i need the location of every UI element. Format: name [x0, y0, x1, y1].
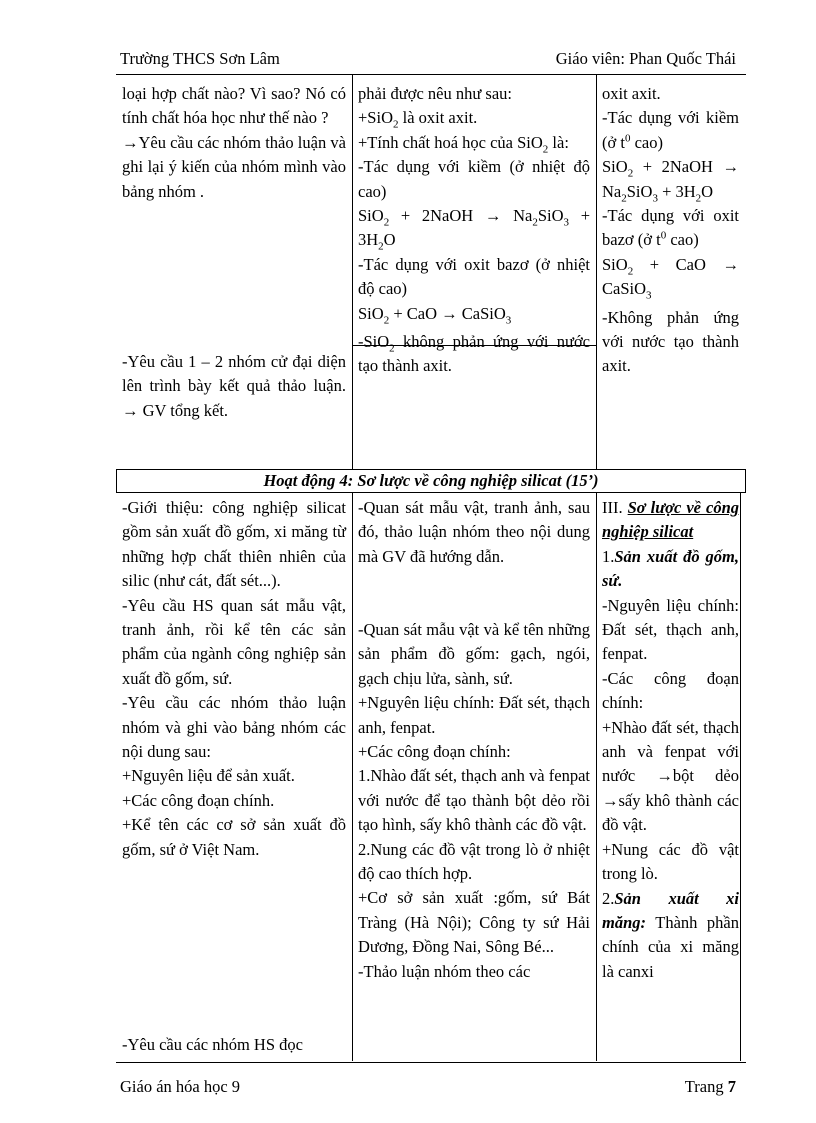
subject-name: Giáo án hóa học 9: [120, 1077, 241, 1096]
page-footer: [120, 1076, 736, 1098]
teacher-name: Giáo viên: Phan Quốc Thái: [555, 49, 736, 68]
activity3-notes-column: [602, 82, 739, 379]
note-text: -Tác dụng với oxit bazơ (ở $t^0$ cao): [602, 206, 739, 250]
student-text: +Các công đoạn chính:: [358, 742, 511, 762]
activity4-student-column: [358, 496, 590, 569]
subsection-heading: 1.Sản xuất đồ gốm, sứ.: [602, 546, 739, 591]
section-heading: III. Sơ lược về công nghiệp silicat: [602, 498, 739, 542]
chemical-equation: SiO$_2$ + 2NaOH → $Na_2SiO_3 + 3H_2O$: [358, 206, 590, 253]
teacher-text: -Yêu cầu các nhóm HS đọc: [122, 1035, 303, 1054]
note-text: -Nguyên liệu chính: Đất sét, thạch anh, fenpat.: [602, 595, 739, 664]
teacher-text: +Nguyên liệu để sản xuất.: [122, 766, 295, 786]
column-divider: [352, 493, 353, 1061]
note-text: oxit axit.: [602, 84, 661, 103]
teacher-text: -Yêu cầu 1 – 2 nhóm cử đại diện lên trình bày kết quả thảo luận. → GV tổng kết.: [122, 352, 346, 420]
note-text: +Nhào đất sét, thạch anh và fenpat với nước →bột dẻo →sấy khô thành các đồ vật.: [602, 717, 739, 835]
activity4-teacher-column: [122, 496, 346, 862]
teacher-text: loại hợp chất nào? Vì sao? Nó có tính chất hóa học như thế nào ?: [122, 84, 346, 128]
subsection-heading: 2.Sản xuất xi măng: Thành phần chính của xi măng là canxi: [602, 888, 739, 981]
student-text: -Tác dụng với oxit bazơ (ở nhiệt độ cao): [358, 254, 590, 299]
activity4-teacher-column-2: [122, 1033, 346, 1057]
chemical-equation: SiO$_2$ + 2NaOH → $Na_2SiO_3 + 3H_2O$: [602, 157, 739, 204]
student-text: -Tác dụng với kiềm (ở nhiệt độ cao): [358, 157, 590, 201]
header-rule: [116, 74, 746, 75]
column-divider: [352, 75, 353, 469]
student-text: +SiO$_2$ là oxit axit.: [358, 108, 478, 131]
column-divider: [596, 493, 597, 1061]
student-text: 2.Nung các đồ vật trong lò ở nhiệt độ cao thích hợp.: [358, 839, 590, 884]
column-divider: [596, 75, 597, 469]
teacher-text: -Yêu cầu các nhóm thảo luận nhóm và ghi vào bảng nhóm các nội dung sau:: [122, 693, 346, 762]
student-text: -Quan sát mẫu vật, tranh ảnh, sau đó, thảo luận nhóm theo nội dung mà GV đã hướng dẫn.: [358, 498, 590, 566]
footer-rule: [116, 1062, 746, 1063]
chemical-equation: SiO$_2$ + CaO → CaSiO$_3$: [602, 254, 739, 302]
note-text: -Các công đoạn chính:: [602, 668, 739, 713]
student-text: -Thảo luận nhóm theo các: [358, 961, 531, 981]
student-text: +Nguyên liệu chính: Đất sét, thạch anh, fenpat.: [358, 693, 590, 737]
chemical-equation: SiO$_2$ + CaO → CaSiO$_3$: [358, 303, 512, 326]
page-header: [120, 48, 736, 70]
activity3-student-column: [358, 82, 590, 379]
student-text: -SiO$_2$ không phản ứng với nước tạo thành axit.: [358, 332, 590, 376]
note-text: -Tác dụng với kiềm (ở $t^0$ cao): [602, 108, 739, 152]
student-text: +Cơ sở sản xuất :gốm, sứ Bát Tràng (Hà Nội); Công ty sứ Hải Dương, Đồng Nai, Sông Bé...: [358, 888, 590, 957]
activity-title: Hoạt động 4: Sơ lược về công nghiệp silicat (15’): [116, 469, 746, 493]
note-text: -Không phản ứng với nước tạo thành axit.: [602, 307, 739, 376]
school-name: Trường THCS Sơn Lâm: [120, 49, 280, 68]
note-text: +Nung các đồ vật trong lò.: [602, 839, 739, 884]
student-text: phải được nêu như sau:: [358, 84, 512, 103]
activity3-teacher-column: [122, 82, 346, 204]
teacher-text: +Các công đoạn chính.: [122, 790, 275, 810]
student-text: +Tính chất hoá học của SiO$_2$ là:: [358, 132, 569, 156]
activity4-student-column-2: [358, 618, 590, 984]
teacher-text: →Yêu cầu các nhóm thảo luận và ghi lại ý kiến của nhóm mình vào bảng nhóm .: [122, 132, 346, 201]
student-text: -Quan sát mẫu vật và kể tên những sản phẩm đồ gốm: gạch, ngói, gạch chịu lửa, sành, sứ.: [358, 620, 590, 688]
teacher-text: -Giới thiệu: công nghiệp silicat gồm sản xuất đồ gốm, xi măng từ những hợp chất thiên nhiên của silic (như cát, đất sét...).: [122, 498, 346, 591]
activity4-notes-column: [602, 496, 739, 984]
student-text: 1.Nhào đất sét, thạch anh và fenpat với nước để tạo thành bột dẻo rồi tạo hình, sấy khô thành các đồ vật.: [358, 766, 590, 835]
column-divider: [740, 493, 741, 1061]
teacher-text: +Kể tên các cơ sở sản xuất đồ gốm, sứ ở Việt Nam.: [122, 815, 346, 859]
page-number: Trang 7: [684, 1077, 736, 1096]
teacher-text: -Yêu cầu HS quan sát mẫu vật, tranh ảnh, rồi kể tên các sản phẩm của ngành công nghiệp sản xuất đồ gốm, sứ.: [122, 595, 346, 688]
activity3-teacher-column-2: [122, 350, 346, 423]
